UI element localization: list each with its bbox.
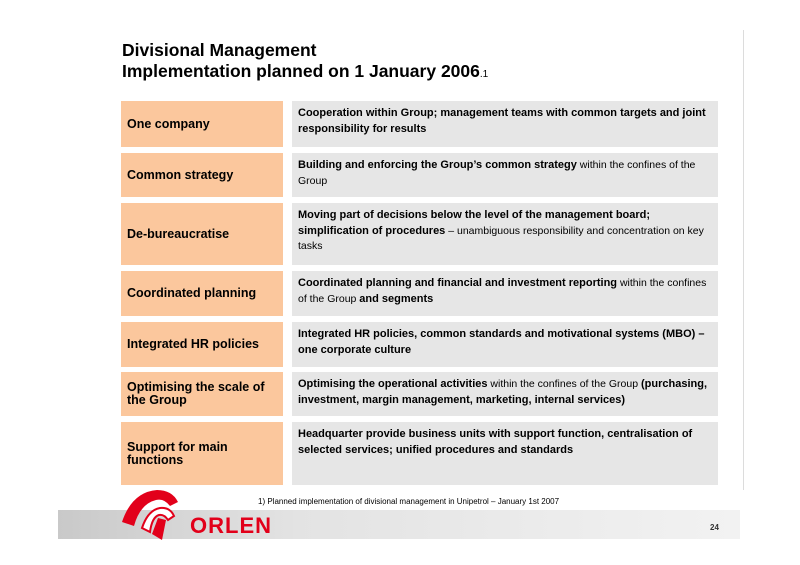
title-line-1: Divisional Management [122,40,317,60]
description-part: Moving part of decisions below the level of the management board; simplification of procedures [298,209,651,237]
table-row [121,271,718,316]
row-label: Support for main functions [121,422,283,485]
row-label: Common strategy [121,153,283,197]
description-part: within the confines of the Group [487,378,641,390]
title-line-2-text: Implementation planned on 1 January 2006 [122,61,480,81]
row-label: De-bureaucratise [121,203,283,265]
row-description [292,271,718,316]
table-row [121,203,718,265]
description-part: (purchasing, investment, margin management, marketing, internal services) [298,378,708,406]
row-description [292,203,718,265]
table-row [121,322,718,367]
description-part: Integrated HR policies, common standards and motivational systems (MBO) – one corporate culture [298,328,705,356]
table-row [121,153,718,197]
description-part: Headquarter provide business units with support function, centralisation of selected services; unified procedures and standards [298,428,693,456]
row-label: Optimising the scale of the Group [121,372,283,416]
row-description [292,372,718,416]
description-part: – unambiguous responsibility and concentration on key tasks [298,224,704,252]
page-number: 24 [710,523,719,532]
table-row [121,101,718,147]
description-part: Building and enforcing the Group’s common strategy [298,159,577,171]
description-part: Optimising the operational activities [298,378,488,390]
footnote: 1) Planned implementation of divisional management in Unipetrol – January 1st 2007 [258,497,560,506]
title-superscript: .1 [479,69,489,80]
slide-title [122,40,488,85]
row-description [292,101,718,147]
row-label: Integrated HR policies [121,322,283,367]
divider-line [743,30,744,490]
row-description [292,322,718,367]
title-line-2 [122,61,488,85]
description-part: and segments [359,292,434,305]
row-description [292,153,718,197]
description-part: Cooperation within Group; management teams with common targets and joint responsibility for results [298,107,706,135]
brand-name: ORLEN [190,513,272,538]
row-description [292,422,718,485]
description-part: within the confines of the Group [298,159,696,187]
table-row [121,372,718,416]
orlen-eagle-logo [112,482,202,542]
row-label: Coordinated planning [121,271,283,316]
table-row [121,422,718,485]
description-part: within the confines of the Group [298,277,707,305]
row-label: One company [121,101,283,147]
description-part: Coordinated planning and financial and investment reporting [298,277,618,289]
